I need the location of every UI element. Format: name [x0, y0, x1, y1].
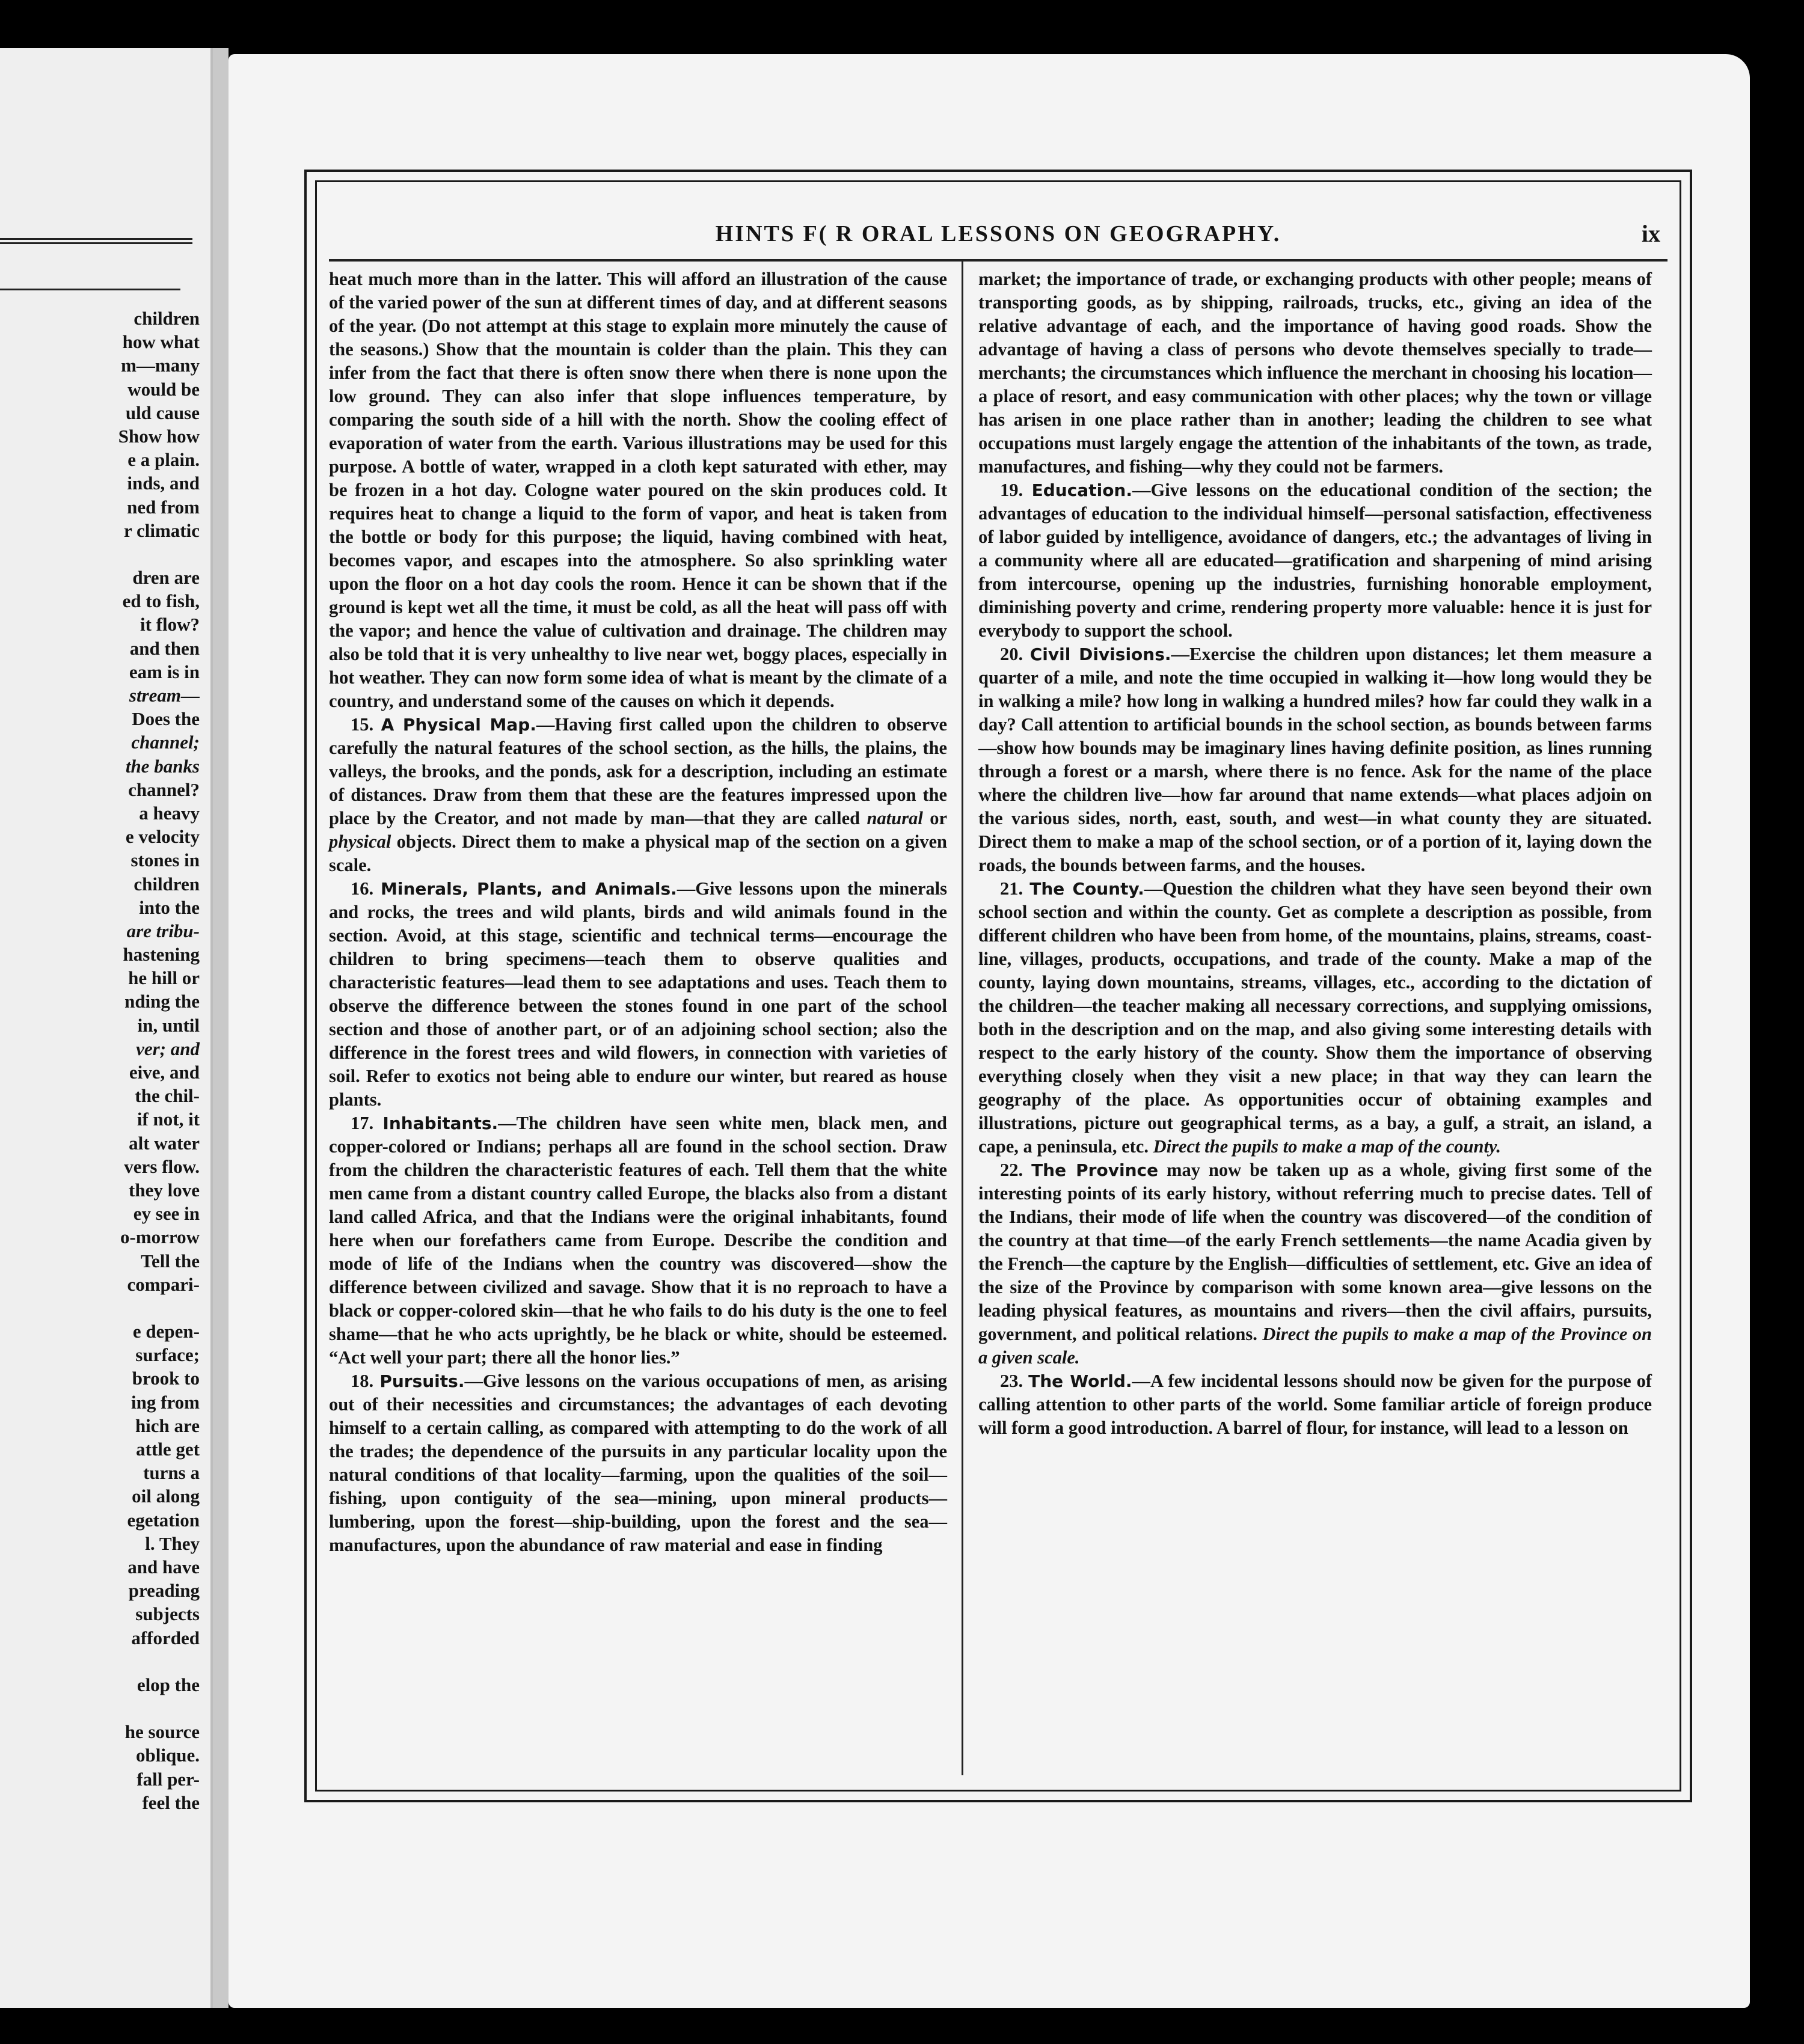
facing-page-line: egetation: [127, 1509, 200, 1531]
facing-page-line: stones in: [130, 849, 200, 871]
facing-page-line: afforded: [131, 1627, 200, 1648]
facing-page-line: Does the: [132, 708, 200, 730]
facing-page-line: a heavy: [139, 802, 200, 824]
facing-page-line: l. They: [145, 1532, 200, 1554]
italic-term: physical: [329, 831, 391, 852]
facing-page-line: e velocity: [125, 826, 200, 848]
facing-page-line: uld cause: [125, 402, 200, 423]
section-17: [329, 1112, 947, 1369]
facing-page-line: alt water: [129, 1132, 200, 1154]
facing-page-line: children: [133, 308, 200, 329]
section-heading: The Province: [1031, 1160, 1159, 1180]
right-column: [978, 268, 1652, 1440]
facing-page-line: would be: [127, 378, 200, 400]
facing-page-line: if not, it: [137, 1109, 200, 1130]
italic-direction: Direct the pupils to make a map of the county.: [1153, 1136, 1501, 1157]
facing-page-line: preading: [128, 1580, 200, 1602]
facing-page-line: brook to: [132, 1368, 200, 1389]
facing-page-line: he hill or: [128, 967, 200, 989]
section-text: —Give lessons upon the minerals and rocks, the trees and wild plants, birds and wild animals found in the section. Avoid, at this stage, scientific and technical terms—encourage the children to bring specimens—teach them to observe qualities and characteristic features—lead them to see adaptations and uses. Teach them to observe the difference between the stones found in one part of the school section and those of another part, or of an adjoining school section; also the difference in the forest trees and wild flowers, in connection with varieties of soil. Refer to exotics not being able to endure our winter, but reared as house plants.: [329, 878, 948, 1110]
facing-page-line: and then: [129, 637, 200, 659]
facing-page-line: hastening: [123, 944, 200, 965]
section-16: [329, 877, 947, 1112]
facing-page-line: are tribu-: [126, 920, 200, 941]
section-number: 18.: [351, 1371, 374, 1391]
facing-page-line: into the: [139, 896, 200, 918]
section-heading: The County.: [1029, 879, 1144, 899]
section-text: —Give lessons on the various occupations of men, as arising out of their necessities and circumstances; the advantages of each devoting himself to a certain calling, as compared with attempting to do the work of all the trades; the dependence of the pursuits in any particular locality upon the natural conditions of that locality—farming, upon the qualities of the soil—fishing, upon contiguity of the sea—mining, upon mineral products—lumbering, upon the forest—ship-building, upon the forest and the sea—manufactures, upon the abundance of raw material and ease in finding: [329, 1371, 947, 1555]
section-number: 17.: [351, 1113, 374, 1133]
facing-page-line: stream—: [129, 685, 200, 706]
section-20: [978, 643, 1652, 877]
facing-page-line: inds, and: [127, 473, 200, 494]
paragraph-continued: heat much more than in the latter. This will afford an illustration of the cause of the varied power of the sun at different times of day, and at different seasons of the year. (Do not attempt at this stage to explain more minutely the cause of the seasons.) Show that the mountain is colder than the plain. This they can infer from the fact that there is often snow there when there is none upon the low ground. They can also infer that slope influences temperature, by comparing the south side of a hill with the north. Show the cooling effect of evaporation of water from the earth. Various illustrations may be used for this purpose. A bottle of water, wrapped in a cloth kept saturated with ether, may be frozen in a hot day. Cologne water poured on the skin produces cold. It requires heat to change a liquid to the form of vapor, and heat is taken from the bottle or body for this purpose; the liquid, having combined with heat, becomes vapor, and escapes into the atmosphere. So also sprinkling water upon the floor on a hot day cools the room. Hence it can be shown that if the ground is kept wet all the time, it must be cold, as all the heat will pass off with the vapor; and hence the value of cultivation and drainage. The children may also be told that it is very unhealthy to live near wet, boggy places, especially in hot weather. They can now form some idea of what is meant by the climate of a country, and understand some of the causes on which it depends.: [329, 269, 947, 711]
facing-page-header-rule: [0, 289, 180, 290]
facing-page-line: oil along: [132, 1486, 200, 1507]
section-heading: The World.: [1028, 1371, 1132, 1391]
section-15: [329, 713, 947, 877]
book-gutter: [213, 48, 229, 2008]
section-number: 23.: [1000, 1371, 1023, 1391]
facing-page-line: the chil-: [135, 1085, 200, 1107]
facing-page-line: ver; and: [136, 1038, 200, 1059]
page-number: ix: [1641, 220, 1660, 247]
section-18: [329, 1369, 947, 1557]
facing-page-line: channel?: [128, 779, 200, 800]
facing-page-line: they love: [129, 1179, 200, 1201]
facing-page-line: dren are: [132, 567, 200, 589]
section-19: [978, 479, 1652, 643]
facing-page-line: e depen-: [132, 1321, 200, 1342]
facing-page-line: [19, 1296, 200, 1320]
column-divider: [962, 262, 963, 1775]
facing-page-line: surface;: [135, 1344, 200, 1366]
facing-page-line: [19, 1650, 200, 1673]
facing-page-line: turns a: [143, 1462, 200, 1484]
facing-page-line: e a plain.: [127, 449, 200, 471]
facing-page-line: the banks: [125, 755, 200, 777]
facing-page-line: fall per-: [137, 1768, 200, 1790]
italic-direction: Direct the pupils to make a map of the Province on a given scale.: [978, 1324, 1652, 1368]
section-text: —A few incidental lessons should now be given for the purpose of calling attention to other parts of the world. Some familiar article of foreign produce will form a good introduction. A barrel of flour, for instance, will lead to a lesson on: [978, 1371, 1652, 1438]
facing-page-line: r climatic: [124, 519, 200, 541]
facing-page-line: nding the: [124, 991, 200, 1012]
facing-page-text-fragment: [19, 307, 200, 1814]
section-number: 15.: [351, 714, 374, 735]
page-frame: [304, 170, 1692, 1802]
facing-page-line: compari-: [127, 1273, 200, 1295]
section-number: 21.: [1000, 878, 1023, 899]
section-heading: A Physical Map.: [381, 715, 536, 735]
facing-page-line: children: [133, 873, 200, 895]
facing-page-line: ned from: [127, 496, 200, 518]
paragraph-continued: market; the importance of trade, or exchanging products with other people; means of transporting goods, as by shipping, railroads, trucks, etc., giving an idea of the relative advantage of each, and the importance of having good roads. Show the advantage of having a class of persons who devote themselves specially to trade—merchants; the circumstances which influence the merchant in choosing his location—a place of resort, and easy communication with other places; why the town or village has arisen in one place rather than in another; leading the children to see what occupations must largely engage the attention of the inhabitants of the town, as trade, manufactures, and fishing—why they could not be farmers.: [978, 269, 1652, 477]
section-number: 16.: [351, 878, 374, 899]
facing-page-line: [19, 542, 200, 566]
facing-page-line: eive, and: [129, 1062, 200, 1083]
facing-page-line: ed to fish,: [122, 590, 200, 612]
section-text: —Question the children what they have seen beyond their own school section and within the county. Get as complete a description as possible, from different children who have been from home, of the mountains, plains, streams, coast-line, villages, products, occupations, and trade of the county. Make a map of the county, laying down mountains, streams, villages, etc., according to the dictation of the children—the teacher making all necessary corrections, and supplying omissions, both in the description and on the map, and also giving some interesting details with respect to the early history of the county. Show them the importance of observing everything closely when they visit a new place; in that way they can learn the geography of the place. As opportunities occur of obtaining examples and illustrations, picture out geographical terms, as a bay, a gulf, a strait, an island, a cape, a peninsula, etc.: [978, 878, 1652, 1157]
section-text: —Exercise the children upon distances; let them measure a quarter of a mile, and note the time occupied in walking it—how long would they be in walking a mile? how long in walking a hundred miles? how far could they walk in a day? Call attention to artificial bounds in the school section, as bounds between farms—show how bounds may be imaginary lines having definite position, as lines running through a forest or a marsh, where there is no fence. Ask for the name of the place where the children live—how far around that name extends—what places adjoin on the various sides, north, east, south, and west—in what county they are situated. Direct them to make a map of the school section, or of a portion of it, laying down the roads, the bounds between farms, and the houses.: [978, 644, 1652, 875]
facing-page-line: in, until: [137, 1014, 200, 1036]
facing-page-line: eam is in: [129, 661, 200, 682]
section-21: [978, 877, 1652, 1158]
section-23: [978, 1369, 1652, 1440]
italic-term: natural: [867, 808, 923, 828]
facing-page-line: elop the: [137, 1674, 200, 1695]
header-rule: [329, 259, 1667, 262]
facing-page: [0, 48, 213, 2008]
facing-page-line: it flow?: [140, 614, 200, 635]
facing-page-line: o-morrow: [120, 1226, 200, 1248]
section-number: 20.: [1000, 644, 1023, 664]
section-number: 22.: [1000, 1160, 1023, 1180]
facing-page-line: attle get: [136, 1439, 200, 1460]
facing-page-line: vers flow.: [124, 1155, 200, 1177]
section-text: objects. Direct them to make a physical map of the section on a given scale.: [329, 831, 947, 875]
section-heading: Inhabitants.: [382, 1113, 499, 1133]
facing-page-line: he source: [124, 1721, 200, 1743]
facing-page-line: ing from: [131, 1391, 200, 1413]
section-text: —Give lessons on the educational condition of the section; the advantages of education to the individual himself—personal satisfaction, effectiveness of labor guided by intelligence, avoidance of dangers, etc.; the advantages of living in a community where all are educated—gratification and sharpening of mind arising from intercourse, opening up the industries, furnishing honorable employment, diminishing poverty and crime, rendering property more valuable: hence it is just for everybody to support the school.: [978, 480, 1652, 641]
facing-page-line: feel the: [142, 1792, 200, 1813]
facing-page-line: how what: [122, 331, 200, 353]
facing-page-line: Tell the: [141, 1250, 200, 1271]
section-heading: Education.: [1031, 480, 1132, 500]
facing-page-top-rule: [0, 238, 192, 244]
facing-page-line: Show how: [118, 425, 200, 447]
facing-page-line: channel;: [131, 732, 200, 753]
section-text: or: [922, 808, 947, 828]
section-heading: Pursuits.: [379, 1371, 465, 1391]
header-title: HINTS F( R ORAL LESSONS ON GEOGRAPHY.: [715, 221, 1281, 246]
facing-page-line: hich are: [135, 1415, 200, 1436]
section-text: may now be taken up as a whole, giving first some of the interesting points of its early history, without referring much to precise dates. Tell of the Indians, their mode of life when the country was discovered—of the condition of the country at that time—of the early French settlements—the name Acadia given by the French—the capture by the English—difficulties of settlement, etc. Give an idea of the size of the Province by comparison with some known area—give lessons on the leading physical features, as mountains and rivers—then the civil affairs, pursuits, government, and political relations.: [978, 1160, 1652, 1344]
facing-page-line: m—many: [121, 355, 200, 376]
facing-page-line: [19, 1697, 200, 1720]
section-22: [978, 1158, 1652, 1369]
page-frame-inner: [315, 180, 1681, 1792]
section-text: —Having first called upon the children to observe carefully the natural features of the school section, as the hills, the plains, the valleys, the brooks, and the ponds, ask for a description, including an estimate of distances. Draw from them that these are the features impressed upon the place by the Creator, and not made by man—that they are called: [329, 714, 947, 828]
left-column: [329, 268, 947, 1557]
section-text: —The children have seen white men, black men, and copper-colored or Indians; perhaps all are found in the school section. Draw from the children the characteristic features of each. Tell them that the white men came from a distant country called Europe, the blacks also from a distant land called Africa, and that the Indians were the original inhabitants, found here when our forefathers came from Europe. Describe the condition and mode of life of the Indians when the country was discovered—show the difference between civilized and savage. Show that it is no reproach to have a black or copper-colored skin—that he who fails to do his duty is the one to feel shame—that he who acts uprightly, be he black or white, should be esteemed. “Act well your part; there all the honor lies.”: [329, 1113, 948, 1368]
facing-page-line: ey see in: [133, 1203, 200, 1225]
section-number: 19.: [1000, 480, 1023, 500]
running-header: [317, 182, 1680, 248]
facing-page-line: and have: [127, 1556, 200, 1577]
section-heading: Civil Divisions.: [1029, 644, 1171, 664]
facing-page-line: subjects: [135, 1603, 200, 1625]
section-heading: Minerals, Plants, and Animals.: [381, 879, 677, 899]
facing-page-line: oblique.: [136, 1745, 200, 1766]
